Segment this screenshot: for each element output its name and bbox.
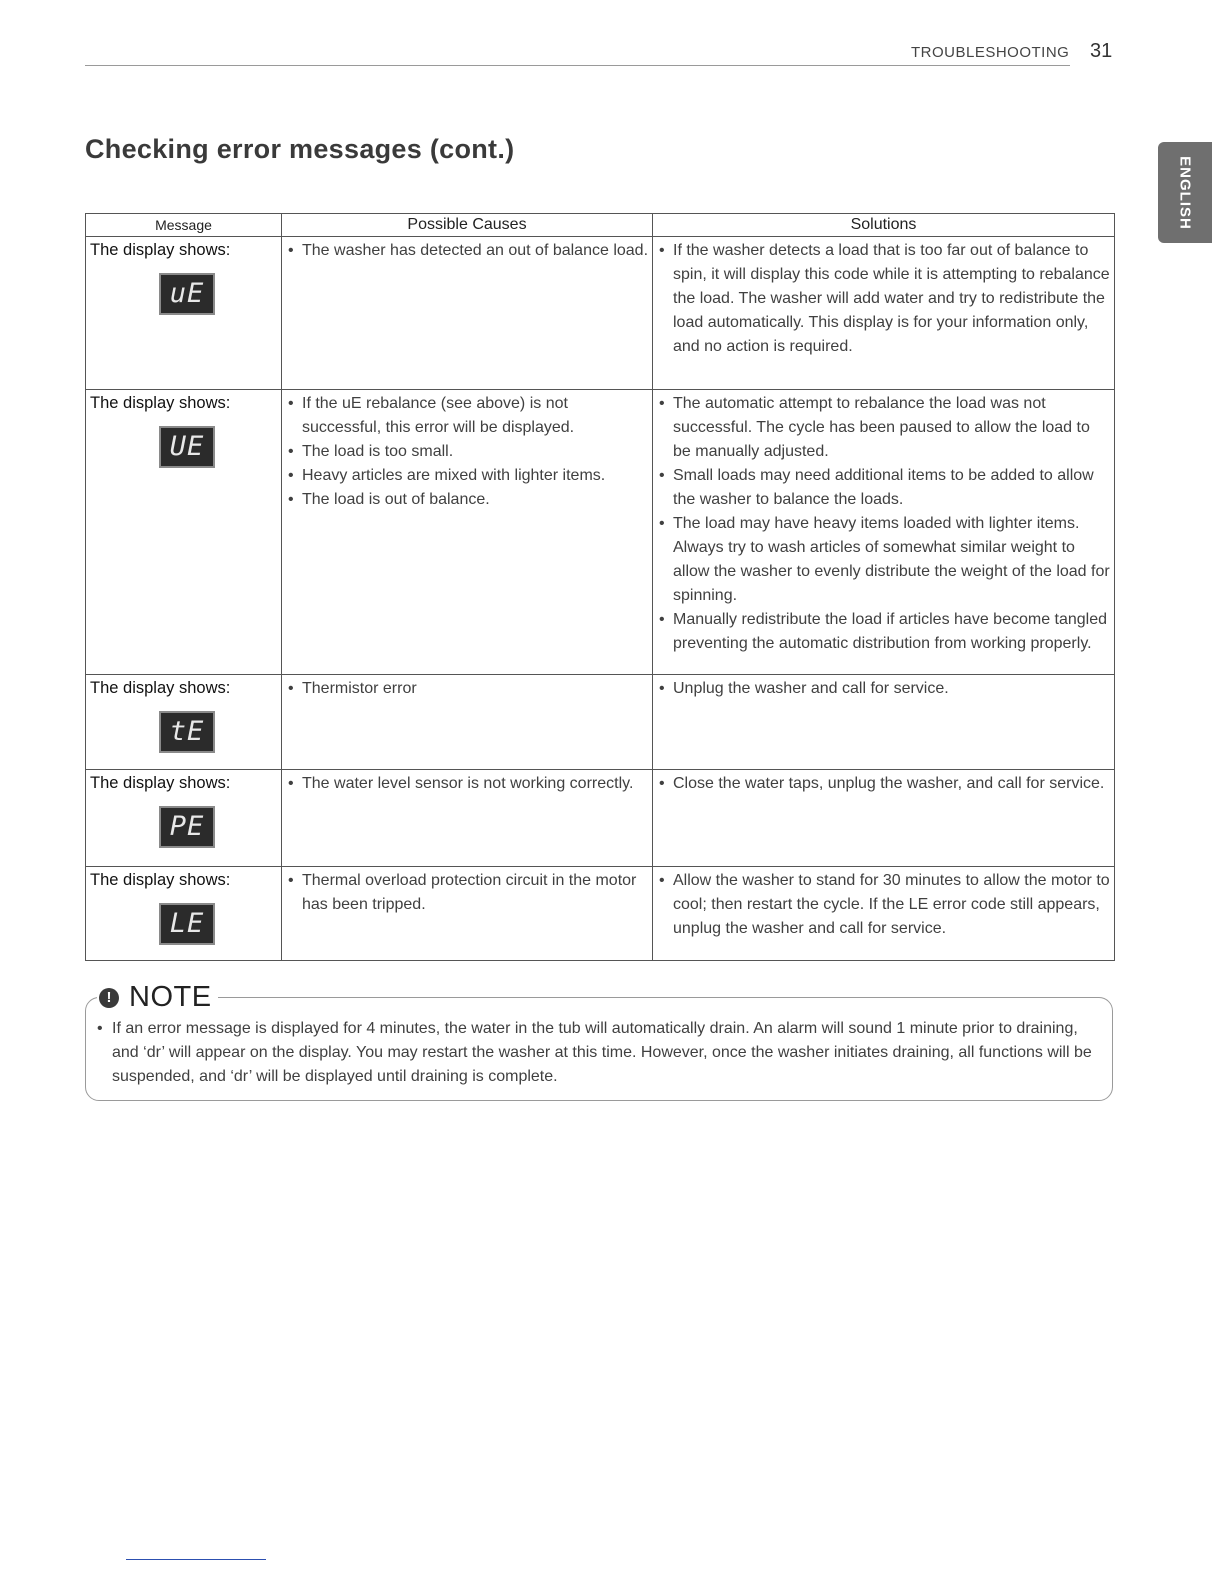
display-shows-label: The display shows: xyxy=(90,774,231,792)
page-title: Checking error messages (cont.) xyxy=(85,134,515,164)
causes-cell xyxy=(282,867,653,961)
solution-item: • Unplug the washer and call for service. xyxy=(657,677,1110,701)
column-header-causes: Possible Causes xyxy=(282,214,653,237)
cause-item: • Thermistor error xyxy=(286,677,648,701)
lcd-display-icon: tE xyxy=(159,711,215,753)
table-row-tE xyxy=(86,675,1115,770)
solution-item: • Manually redistribute the load if articles have become tangled preventing the automatic distribution from working properly. xyxy=(657,608,1110,656)
cause-item: • Heavy articles are mixed with lighter items. xyxy=(286,464,648,488)
display-shows-label: The display shows: xyxy=(90,679,231,697)
table-row-UE xyxy=(86,390,1115,675)
solutions-cell xyxy=(653,867,1115,961)
solution-item: • Close the water taps, unplug the washer, and call for service. xyxy=(657,772,1110,796)
message-cell xyxy=(86,390,282,675)
column-header-message: Message xyxy=(86,214,282,237)
solutions-cell xyxy=(653,675,1115,770)
language-tab-label: ENGLISH xyxy=(1176,155,1194,230)
solution-item: • If the washer detects a load that is too far out of balance to spin, it will display this code while it is attempting to rebalance the load. The washer will add water and try to redistribute the load automatically. This display is for your information only, and no action is required. xyxy=(657,239,1110,359)
display-shows-label: The display shows: xyxy=(90,394,231,412)
solutions-cell xyxy=(653,770,1115,867)
causes-cell xyxy=(282,675,653,770)
causes-cell xyxy=(282,237,653,390)
note-label: NOTE xyxy=(129,981,212,1013)
table-row-ue xyxy=(86,237,1115,390)
table-row-LE xyxy=(86,867,1115,961)
cause-item: • Thermal overload protection circuit in the motor has been tripped. xyxy=(286,869,648,917)
lcd-display-icon: LE xyxy=(159,903,215,945)
alert-icon: ! xyxy=(99,988,119,1008)
lcd-display-icon: UE xyxy=(159,426,215,468)
column-header-solutions: Solutions xyxy=(653,214,1115,237)
solutions-cell xyxy=(653,390,1115,675)
cause-item: • The washer has detected an out of balance load. xyxy=(286,239,648,263)
solutions-cell xyxy=(653,237,1115,390)
table-header-row xyxy=(86,214,1115,237)
message-cell xyxy=(86,770,282,867)
header-rule xyxy=(85,65,1070,66)
section-name: TROUBLESHOOTING xyxy=(911,44,1070,61)
display-shows-label: The display shows: xyxy=(90,871,231,889)
lcd-display-icon: uE xyxy=(159,273,215,315)
causes-cell xyxy=(282,390,653,675)
note-text: • If an error message is displayed for 4 minutes, the water in the tub will automatically drain. An alarm will sound 1 minute prior to draining, and ‘dr’ will appear on the display. You may restart the washer at this time. However, once the washer initiates draining, all functions will be suspended, and ‘dr’ will be displayed until draining is complete. xyxy=(112,1017,1102,1089)
cause-item: • The load is too small. xyxy=(286,440,648,464)
solution-item: • Allow the washer to stand for 30 minutes to allow the motor to cool; then restart the cycle. If the LE error code still appears, unplug the washer and call for service. xyxy=(657,869,1110,941)
cause-item: • The water level sensor is not working correctly. xyxy=(286,772,648,796)
language-tab xyxy=(1158,142,1212,243)
footer-rule xyxy=(126,1559,266,1560)
message-cell xyxy=(86,237,282,390)
cause-item: • The load is out of balance. xyxy=(286,488,648,512)
note-heading xyxy=(97,981,218,1014)
cause-item: • If the uE rebalance (see above) is not successful, this error will be displayed. xyxy=(286,392,648,440)
display-shows-label: The display shows: xyxy=(90,241,231,259)
table-row-PE xyxy=(86,770,1115,867)
message-cell xyxy=(86,867,282,961)
error-table xyxy=(85,213,1115,961)
solution-item: • The automatic attempt to rebalance the load was not successful. The cycle has been paused to allow the load to be manually adjusted. xyxy=(657,392,1110,464)
page-number: 31 xyxy=(1090,40,1113,62)
solution-item: • Small loads may need additional items to be added to allow the washer to balance the loads. xyxy=(657,464,1110,512)
lcd-display-icon: PE xyxy=(159,806,215,848)
causes-cell xyxy=(282,770,653,867)
solution-item: • The load may have heavy items loaded with lighter items. Always try to wash articles of somewhat similar weight to allow the washer to evenly distribute the weight of the load for spinning. xyxy=(657,512,1110,608)
message-cell xyxy=(86,675,282,770)
